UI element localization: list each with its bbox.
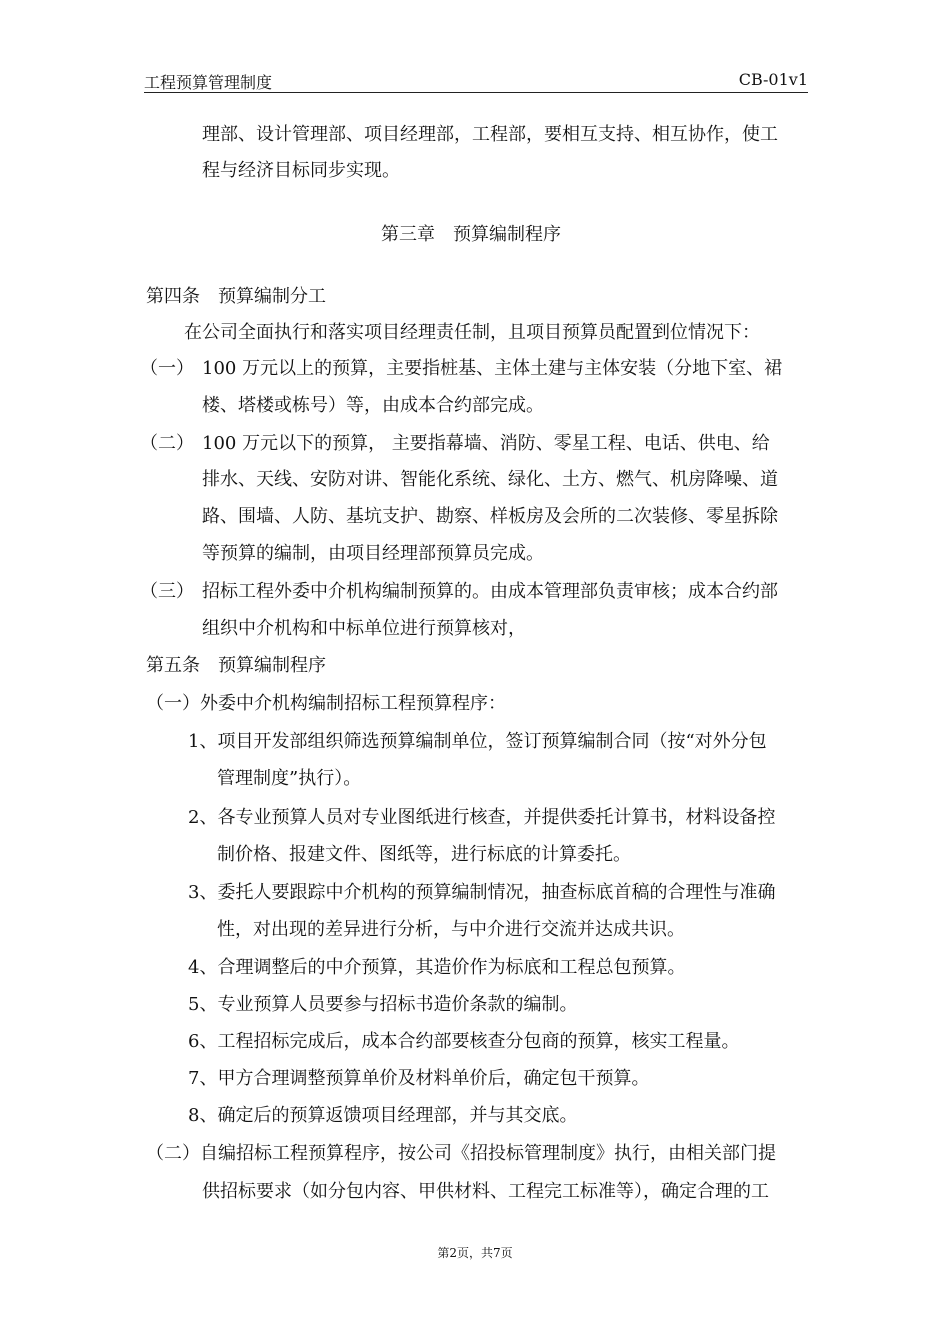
section-line: 供招标要求（如分包内容、甲供材料、工程完工标准等），确定合理的工 bbox=[202, 1181, 769, 1202]
paragraph-line: 理部、设计管理部、项目经理部，工程部，要相互支持、相互协作，使工 bbox=[202, 124, 778, 145]
chapter-title: 第三章 预算编制程序 bbox=[381, 224, 561, 245]
section-title: （一）外委中介机构编制招标工程预算程序： bbox=[146, 693, 506, 714]
list-item-line: 100 万元以下的预算， 主要指幕墙、消防、零星工程、电话、供电、给 bbox=[202, 433, 770, 454]
list-item-line: 6、工程招标完成后，成本合约部要核查分包商的预算，核实工程量。 bbox=[188, 1031, 740, 1052]
list-item-line: 招标工程外委中介机构编制预算的。由成本管理部负责审核；成本合约部 bbox=[202, 581, 778, 602]
list-item-line: 管理制度”执行）。 bbox=[217, 768, 362, 789]
article-title: 第五条 预算编制程序 bbox=[146, 655, 326, 676]
article-title: 第四条 预算编制分工 bbox=[146, 286, 326, 307]
list-item-line: 楼、塔楼或栋号）等，由成本合约部完成。 bbox=[202, 395, 544, 416]
list-item-line: 组织中介机构和中标单位进行预算核对， bbox=[202, 618, 526, 639]
list-item-line: 性，对出现的差异进行分析，与中介进行交流并达成共识。 bbox=[217, 919, 685, 940]
list-item-line: 5、专业预算人员要参与招标书造价条款的编制。 bbox=[188, 994, 578, 1015]
list-item-line: 等预算的编制，由项目经理部预算员完成。 bbox=[202, 543, 544, 564]
list-item-line: 8、确定后的预算返馈项目经理部，并与其交底。 bbox=[188, 1105, 578, 1126]
paragraph-line: 在公司全面执行和落实项目经理责任制，且项目预算员配置到位情况下： bbox=[184, 322, 760, 343]
list-item-line: 1、项目开发部组织筛选预算编制单位，签订预算编制合同（按“对外分包 bbox=[188, 731, 767, 752]
list-number: （二） bbox=[140, 433, 194, 454]
list-item-line: 排水、天线、安防对讲、智能化系统、绿化、土方、燃气、机房降噪、道 bbox=[202, 469, 778, 490]
list-item-line: 4、合理调整后的中介预算，其造价作为标底和工程总包预算。 bbox=[188, 957, 686, 978]
document-title: 工程预算管理制度 bbox=[144, 73, 273, 92]
list-item-line: 7、甲方合理调整预算单价及材料单价后，确定包干预算。 bbox=[188, 1068, 650, 1089]
paragraph-line: 程与经济目标同步实现。 bbox=[202, 160, 400, 181]
document-code: CB-01v1 bbox=[738, 70, 808, 89]
page-number: 第2页，共7页 bbox=[437, 1246, 513, 1260]
list-item-line: 3、委托人要跟踪中介机构的预算编制情况，抽查标底首稿的合理性与准确 bbox=[188, 882, 776, 903]
list-item-line: 100 万元以上的预算，主要指桩基、主体土建与主体安装（分地下室、裙 bbox=[202, 358, 783, 379]
section-line: （二）自编招标工程预算程序，按公司《招投标管理制度》执行，由相关部门提 bbox=[146, 1143, 776, 1164]
list-number: （一） bbox=[140, 358, 194, 379]
list-item-line: 路、围墙、人防、基坑支护、勘察、样板房及会所的二次装修、零星拆除 bbox=[202, 506, 778, 527]
list-item-line: 2、各专业预算人员对专业图纸进行核查，并提供委托计算书，材料设备控 bbox=[188, 807, 776, 828]
list-item-line: 制价格、报建文件、图纸等，进行标底的计算委托。 bbox=[217, 844, 631, 865]
list-number: （三） bbox=[140, 581, 194, 602]
